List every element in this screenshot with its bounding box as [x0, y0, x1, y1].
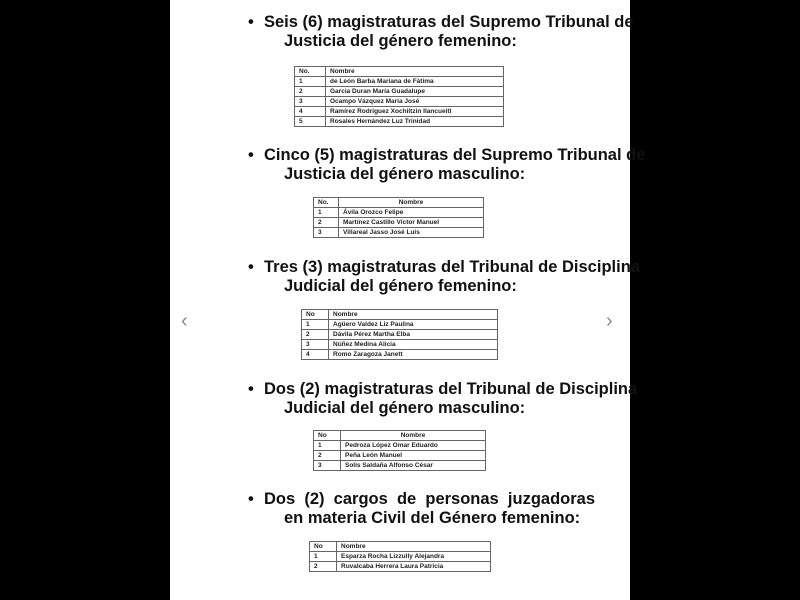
row-number: 2	[310, 562, 337, 572]
table-row	[314, 228, 484, 238]
section-heading	[248, 380, 638, 418]
candidates-table	[301, 309, 498, 360]
header-no: No	[314, 431, 341, 441]
table-row	[302, 350, 498, 360]
row-name: Pedroza López Omar Eduardo	[341, 441, 486, 451]
header-no: No	[302, 310, 329, 320]
section-heading	[248, 146, 646, 184]
heading-line-2: en materia Civil del Género femenino:	[284, 509, 581, 527]
candidates-table	[313, 430, 486, 471]
table-row	[314, 461, 486, 471]
row-number: 3	[314, 228, 339, 238]
bullet-icon: •	[248, 146, 254, 164]
table-header-row	[302, 310, 498, 320]
header-no: No.	[295, 67, 326, 77]
row-number: 2	[302, 330, 329, 340]
header-no: No.	[314, 198, 339, 208]
table-header-row	[314, 431, 486, 441]
table-row	[314, 451, 486, 461]
row-number: 5	[295, 117, 326, 127]
row-name: Rosales Hernández Luz Trinidad	[326, 117, 504, 127]
row-name: Ruvalcaba Herrera Laura Patricia	[337, 562, 491, 572]
table-row	[302, 330, 498, 340]
heading-line-2: Justicia del género masculino:	[284, 165, 526, 183]
row-name: Martínez Castillo Víctor Manuel	[339, 218, 484, 228]
row-number: 1	[295, 77, 326, 87]
row-name: Villareal Jasso José Luis	[339, 228, 484, 238]
table-header-row	[310, 542, 491, 552]
row-name: Esparza Rocha Lizzully Alejandra	[337, 552, 491, 562]
header-nombre: Nombre	[329, 310, 498, 320]
section-heading	[248, 490, 596, 528]
row-number: 3	[302, 340, 329, 350]
row-name: Ávila Orozco Felipe	[339, 208, 484, 218]
heading-line-1: Cinco (5) magistraturas del Supremo Tribunal de	[264, 146, 646, 164]
previous-arrow-icon[interactable]: ‹	[181, 310, 188, 332]
table-row	[314, 441, 486, 451]
heading-line-1: Seis (6) magistraturas del Supremo Tribunal de	[264, 13, 634, 31]
row-name: Romo Zaragoza Janett	[329, 350, 498, 360]
table-row	[295, 97, 504, 107]
table-row	[310, 562, 491, 572]
bullet-icon: •	[248, 380, 254, 398]
table-header-row	[314, 198, 484, 208]
candidates-table	[313, 197, 484, 238]
row-number: 4	[295, 107, 326, 117]
header-no: No	[310, 542, 337, 552]
row-name: de León Barba Mariana de Fátima	[326, 77, 504, 87]
table-row	[302, 320, 498, 330]
header-nombre: Nombre	[326, 67, 504, 77]
table-row	[314, 218, 484, 228]
header-nombre: Nombre	[339, 198, 484, 208]
heading-line-2: Judicial del género masculino:	[284, 399, 526, 417]
row-name: Núñez Medina Alicia	[329, 340, 498, 350]
heading-line-1: Dos (2) magistraturas del Tribunal de Disciplina	[264, 380, 638, 398]
row-name: Peña León Manuel	[341, 451, 486, 461]
bullet-icon: •	[248, 490, 254, 508]
row-name: Garcia Duran María Guadalupe	[326, 87, 504, 97]
heading-line-1: Dos (2) cargos de personas juzgadoras	[264, 490, 596, 508]
row-number: 1	[314, 208, 339, 218]
row-number: 3	[295, 97, 326, 107]
table-row	[295, 107, 504, 117]
section-heading	[248, 258, 640, 296]
row-name: Agüero Valdez Liz Paulina	[329, 320, 498, 330]
row-number: 2	[295, 87, 326, 97]
bullet-icon: •	[248, 13, 254, 31]
row-number: 2	[314, 451, 341, 461]
row-number: 1	[314, 441, 341, 451]
table-row	[302, 340, 498, 350]
table-row	[295, 87, 504, 97]
row-number: 4	[302, 350, 329, 360]
candidates-table	[294, 66, 504, 127]
heading-line-2: Justicia del género femenino:	[284, 32, 517, 50]
header-nombre: Nombre	[341, 431, 486, 441]
row-name: Ramírez Rodríguez Xochiltzin Ilancueitl	[326, 107, 504, 117]
section-heading	[248, 13, 634, 51]
candidates-table	[309, 541, 491, 572]
row-name: Solis Saldaña Alfonso César	[341, 461, 486, 471]
row-number: 2	[314, 218, 339, 228]
table-row	[295, 77, 504, 87]
table-row	[314, 208, 484, 218]
row-name: Dávila Pérez Martha Elba	[329, 330, 498, 340]
table-row	[295, 117, 504, 127]
table-header-row	[295, 67, 504, 77]
heading-line-1: Tres (3) magistraturas del Tribunal de Disciplina	[264, 258, 640, 276]
next-arrow-icon[interactable]: ›	[606, 310, 613, 332]
row-number: 3	[314, 461, 341, 471]
heading-line-2: Judicial del género femenino:	[284, 277, 517, 295]
row-name: Ocampo Vázquez María José	[326, 97, 504, 107]
row-number: 1	[310, 552, 337, 562]
header-nombre: Nombre	[337, 542, 491, 552]
row-number: 1	[302, 320, 329, 330]
bullet-icon: •	[248, 258, 254, 276]
table-row	[310, 552, 491, 562]
